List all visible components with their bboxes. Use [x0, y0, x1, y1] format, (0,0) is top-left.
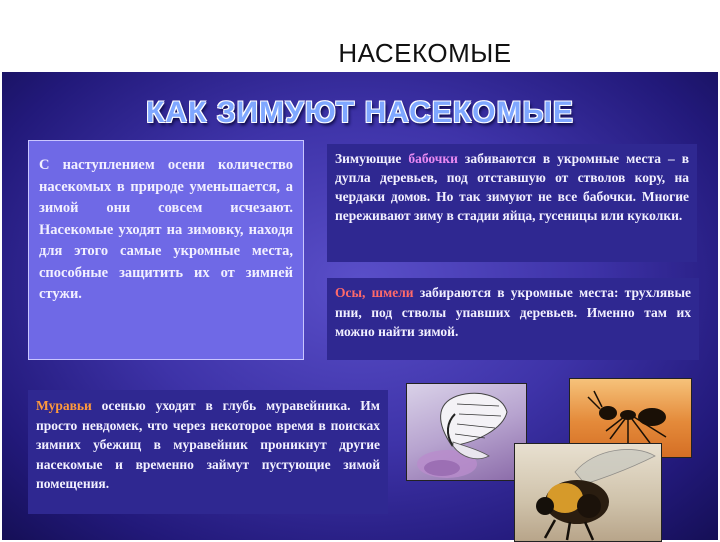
autumn-intro-box: С наступлением осени количество насекомых в природе уменьшается, а зимой они совсем исчезают. Насекомые уходят на зимовку, находя для этого самые укромные места, способные защитить их от зимней стужи.	[28, 140, 304, 360]
ants-text: осенью уходят в глубь муравейника. Им просто невдомек, что через некоторое время в поисках зимних убежищ в муравейник проникнут другие насекомые и временно займут пустующие зимой помещения.	[36, 398, 380, 491]
butterfly-illustration	[407, 384, 526, 480]
butterflies-text-pre: Зимующие	[335, 151, 409, 166]
wasps-highlight: Осы, шмели	[335, 285, 414, 300]
slide	[2, 72, 718, 540]
butterfly-photo	[406, 383, 527, 481]
bumblebee-illustration	[515, 444, 661, 541]
ants-box	[28, 390, 388, 514]
ants-highlight: Муравьи	[36, 398, 92, 413]
butterflies-highlight: бабочки	[408, 151, 458, 166]
wasps-box	[327, 278, 699, 360]
bumblebee-photo	[514, 443, 662, 542]
wasps-text: забираются в укромные места: трухлявые пни, под стволы упавших деревьев. Именно там их можно найти зимой.	[335, 285, 691, 339]
page-title: НАСЕКОМЫЕ	[338, 38, 512, 68]
slide-heading: КАК ЗИМУЮТ НАСЕКОМЫЕ	[146, 96, 574, 129]
butterflies-text-post: забиваются в укромные места – в дупла деревьев, под отставшую от стволов кору, на чердаки домов. Но так зимуют не все бабочки. Многие переживают зиму в стадии яйца, гусеницы или куколки.	[335, 151, 689, 223]
butterflies-box	[327, 144, 697, 262]
